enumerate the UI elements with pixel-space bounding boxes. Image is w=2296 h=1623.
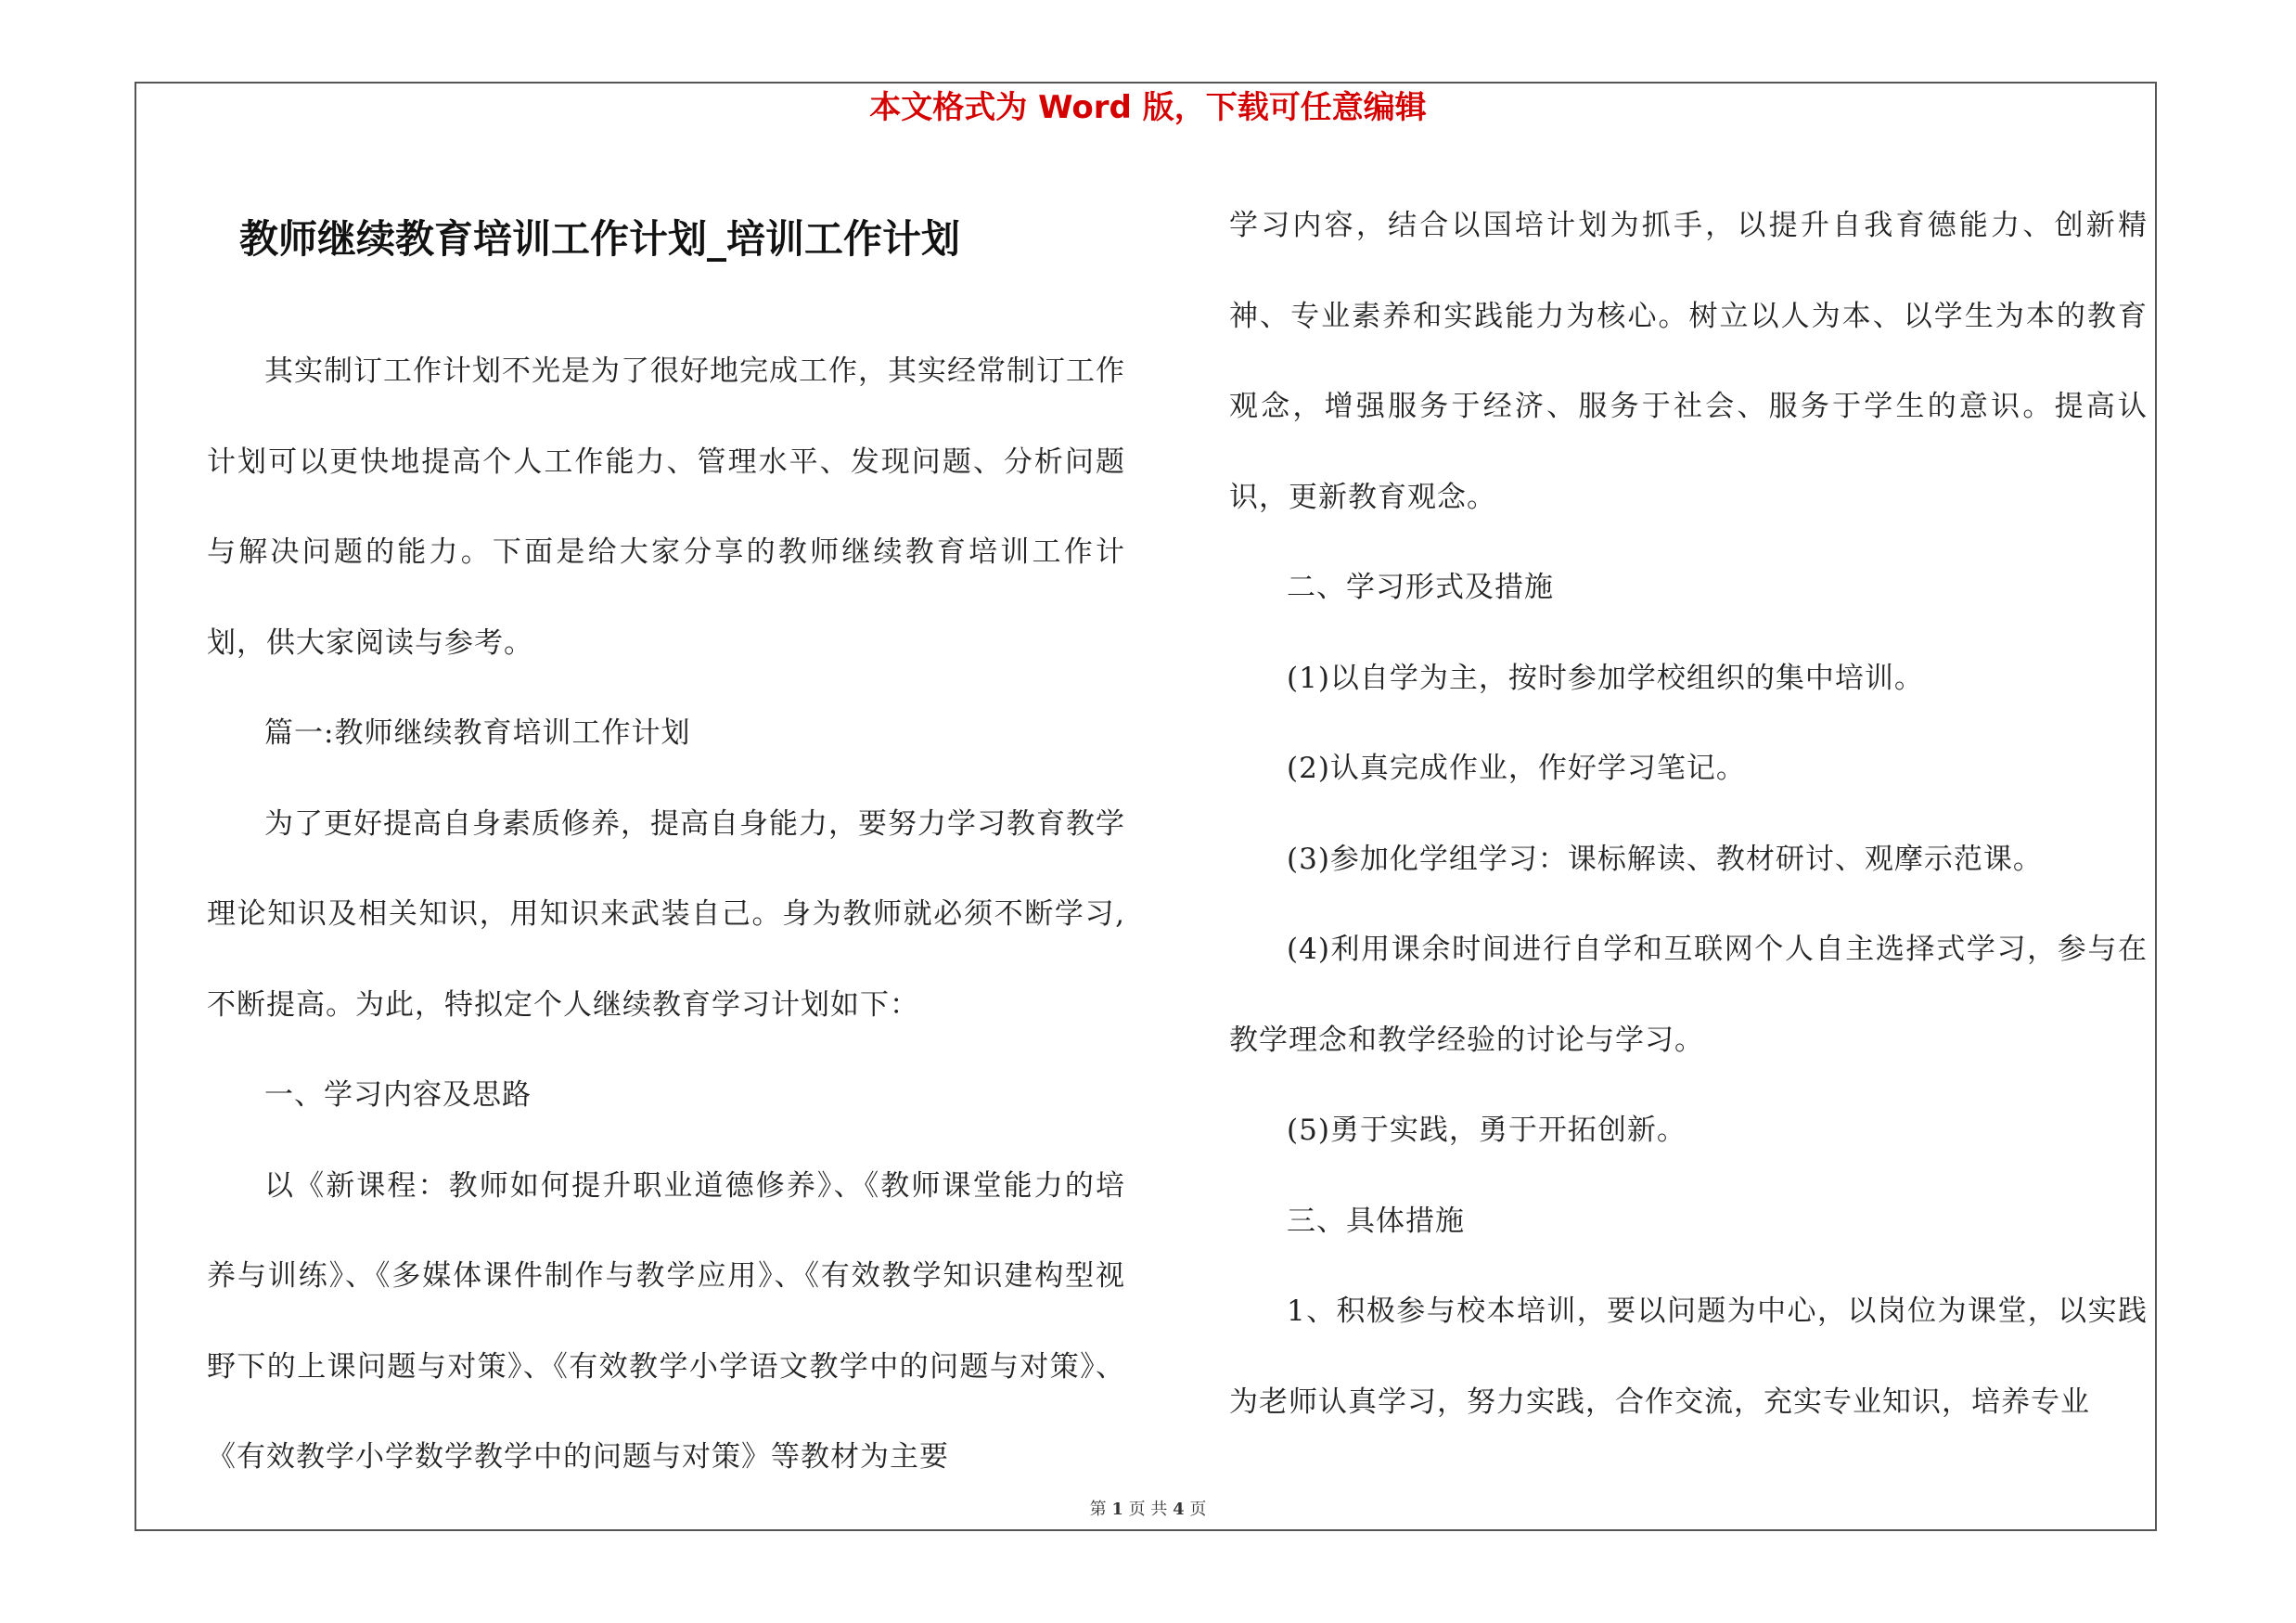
list-item: (5)勇于实践，勇于开拓创新。 [1287,1114,1687,1147]
paragraph: 以《新课程：教师如何提升职业道德修养》、《教师课堂能力的培养与训练》、《多媒体课件制作与教学应用》、《有效教学知识建构型视野下的上课问题与对策》、《有效教学小学语文教学中的问题与对策》、《有效教学小学数学教学中的问题与对策》等教材为主要 [207,1168,1125,1474]
list-item: (1)以自学为主，按时参加学校组织的集中培训。 [1287,661,1924,695]
right-column [1229,181,2148,1448]
left-column [207,327,1125,1503]
format-banner: 本文格式为 Word 版，下载可任意编辑 [869,89,1427,126]
paragraph: 1、积极参与校本培训，要以问题为中心，以岗位为课堂，以实践为老师认真学习，努力实践，合作交流，充实专业知识，培养专业 [1229,1295,2148,1419]
list-item: (3)参加化学组学习：课标解读、教材研讨、观摩示范课。 [1287,842,2043,876]
footer-suffix: 页 [1189,1500,1207,1519]
paragraph: 学习内容，结合以国培计划为抓手，以提升自我育德能力、创新精神、专业素养和实践能力为核心。树立以人为本、以学生为本的教育观念，增强服务于经济、服务于社会、服务于学生的意识。提高认识，更新教育观念。 [1229,209,2148,514]
document-title: 教师继续教育培训工作计划_培训工作计划 [239,216,961,262]
footer-middle: 页 共 [1128,1500,1168,1519]
paragraph: 其实制订工作计划不光是为了很好地完成工作，其实经常制订工作计划可以更快地提高个人工作能力、管理水平、发现问题、分析问题与解决问题的能力。下面是给大家分享的教师继续教育培训工作计划，供大家阅读与参考。 [207,354,1125,660]
footer-prefix: 第 [1089,1500,1107,1519]
list-item: (2)认真完成作业，作好学习笔记。 [1287,752,1746,785]
page-footer [0,1496,2296,1520]
total-page-count: 4 [1173,1500,1185,1519]
list-item: (4)利用课余时间进行自学和互联网个人自主选择式学习，参与在教学理念和教学经验的讨论与学习。 [1229,933,2148,1057]
paragraph: 为了更好提高自身素质修养，提高自身能力，要努力学习教育教学理论知识及相关知识，用知识来武装自己。身为教师就必须不断学习,不断提高。为此，特拟定个人继续教育学习计划如下： [207,806,1125,1022]
section-heading: 二、学习形式及措施 [1287,571,1554,604]
section-heading: 一、学习内容及思路 [264,1078,532,1112]
section-heading: 三、具体措施 [1287,1204,1465,1238]
current-page-number: 1 [1111,1500,1123,1519]
paragraph: 篇一:教师继续教育培训工作计划 [264,716,691,750]
